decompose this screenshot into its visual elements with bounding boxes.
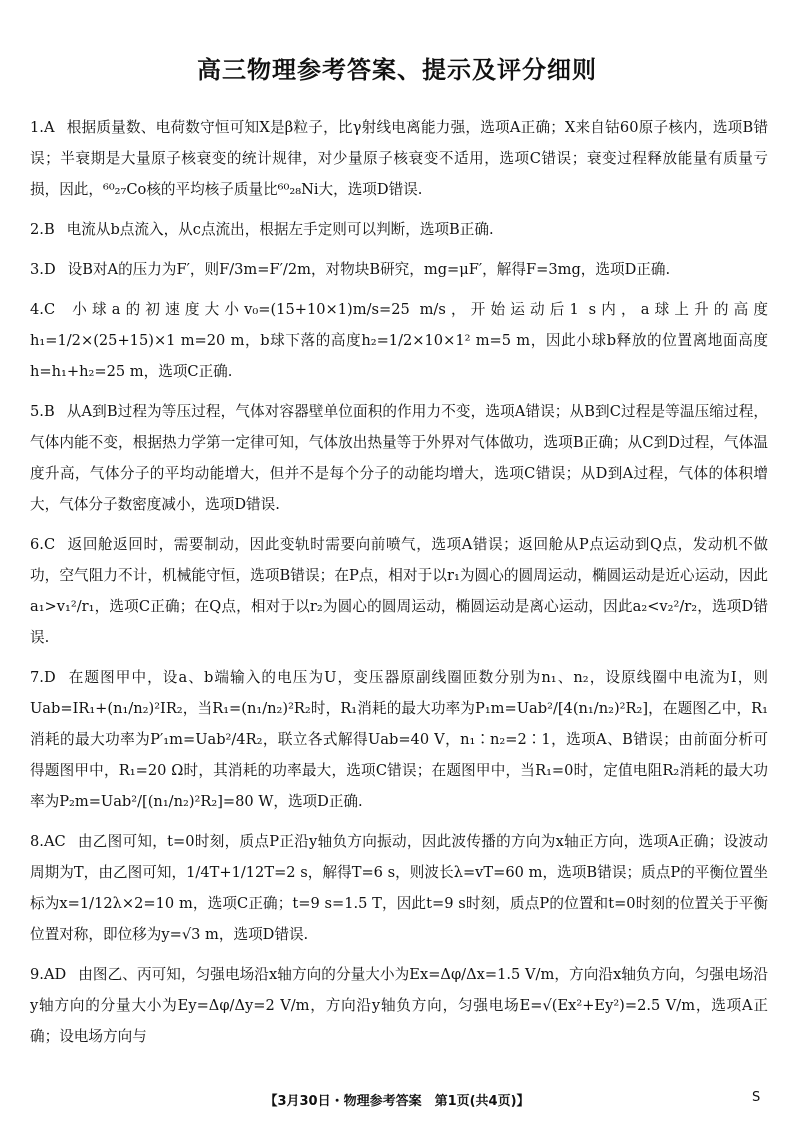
item-explanation: 返回舱返回时，需要制动，因此变轨时需要向前喷气，选项A错误；返回舱从P点运动到Q点，发动机不做功，空气阻力不计，机械能守恒，选项B错误；在P点，相对于以r₁为圆心的圆周运动，椭圆运动是近心运动，因此a₁>v₁²/r₁，选项C正确；在Q点，相对于以r₂为圆心的圆周运动，椭圆运动是离心运动，因此a₂<v₂²/r₂，选项D错误. — [30, 536, 768, 646]
answer-item-1 — [30, 112, 768, 205]
answer-item-7 — [30, 662, 768, 817]
answer-item-2 — [30, 214, 768, 245]
page-title: 高三物理参考答案、提示及评分细则 — [197, 56, 597, 84]
answer-item-8 — [30, 826, 768, 950]
answer-item-5 — [30, 396, 768, 520]
paper-version-mark: S — [752, 1090, 761, 1105]
answer-item-6 — [30, 529, 768, 653]
item-explanation: 设B对A的压力为F′，则F/3m=F′/2m，对物块B研究，mg=μF′，解得F=3mg，选项D正确. — [67, 261, 671, 278]
item-number: 3. — [30, 261, 44, 278]
item-number: 6. — [30, 536, 44, 553]
item-explanation: 在题图甲中，设a、b端输入的电压为U，变压器原副线圈匝数分别为n₁、n₂，设原线圈中电流为I，则Uab=IR₁+(n₁/n₂)²IR₂，当R₁=(n₁/n₂)²R₂时，R₁消耗的最大功率为P₁m=Uab²/[4(n₁/n₂)²R₂]，在题图乙中，R₁消耗的最大功率为P′₁m=Uab²/4R₂，联立各式解得Uab=40 V，n₁∶n₂=2∶1，选项A、B错误；由前面分析可得题图甲中，R₁=20 Ω时，其消耗的功率最大，选项C错误；在题图甲中，当R₁=0时，定值电阻R₂消耗的最大功率为P₂m=Uab²/[(n₁/n₂)²R₂]=80 W，选项D正确. — [30, 669, 768, 810]
item-explanation: 根据质量数、电荷数守恒可知X是β粒子，比γ射线电离能力强，选项A正确；X来自钴60原子核内，选项B错误；半衰期是大量原子核衰变的统计规律，对少量原子核衰变不适用，选项C错误；衰变过程释放能量有质量亏损，因此，⁶⁰₂₇Co核的平均核子质量比⁶⁰₂₈Ni大，选项D错误. — [30, 119, 768, 198]
item-answer: C — [43, 536, 56, 553]
item-explanation: 由图乙、丙可知，匀强电场沿x轴方向的分量大小为Ex=Δφ/Δx=1.5 V/m，方向沿x轴负方向，匀强电场沿y轴方向的分量大小为Ey=Δφ/Δy=2 V/m，方向沿y轴负方向，匀强电场E=√(Ex²+Ey²)=2.5 V/m，选项A正确；设电场方向与 — [30, 966, 768, 1045]
answer-item-3 — [30, 254, 768, 285]
item-number: 1. — [30, 119, 44, 136]
answer-list — [30, 112, 768, 1061]
item-number: 2. — [30, 221, 44, 238]
item-answer: B — [43, 221, 55, 238]
answer-item-9 — [30, 959, 768, 1052]
item-number: 7. — [30, 669, 44, 686]
item-answer: D — [43, 261, 56, 278]
item-number: 8. — [30, 833, 44, 850]
item-answer: A — [43, 119, 55, 136]
item-answer: AC — [43, 833, 66, 850]
item-explanation: 从A到B过程为等压过程，气体对容器壁单位面积的作用力不变，选项A错误；从B到C过程是等温压缩过程，气体内能不变，根据热力学第一定律可知，气体放出热量等于外界对气体做功，选项B正确；从C到D过程，气体温度升高，气体分子的平均动能增大，但并不是每个分子的动能均增大，选项C错误；从D到A过程，气体的体积增大，气体分子数密度减小，选项D错误. — [30, 403, 768, 513]
item-answer: AD — [43, 966, 67, 983]
item-answer: D — [43, 669, 56, 686]
item-number: 9. — [30, 966, 44, 983]
page-footer: 【3月30日・物理参考答案 第1页(共4页)】 — [264, 1094, 530, 1109]
answer-item-4 — [30, 294, 768, 387]
item-explanation: 电流从b点流入，从c点流出，根据左手定则可以判断，选项B正确. — [66, 221, 494, 238]
item-number: 4. — [30, 301, 44, 318]
item-explanation: 由乙图可知，t=0时刻，质点P正沿y轴负方向振动，因此波传播的方向为x轴正方向，选项A正确；设波动周期为T，由乙图可知，1/4T+1/12T=2 s，解得T=6 s，则波长λ=vT=60 m，选项B错误；质点P的平衡位置坐标为x=1/12λ×2=10 m，选项C正确；t=9 s=1.5 T，因此t=9 s时刻，质点P的位置和t=0时刻的位置关于平衡位置对称，即位移为y=√3 m，选项D错误. — [30, 833, 768, 943]
item-answer: B — [43, 403, 55, 420]
item-answer: C — [43, 301, 56, 318]
item-explanation: 小球a的初速度大小v₀=(15+10×1)m/s=25 m/s，开始运动后1 s内，a球上升的高度h₁=1/2×(25+15)×1 m=20 m，b球下落的高度h₂=1/2×10×1² m=5 m，因此小球b释放的位置离地面高度h=h₁+h₂=25 m，选项C正确. — [30, 301, 768, 380]
item-number: 5. — [30, 403, 44, 420]
